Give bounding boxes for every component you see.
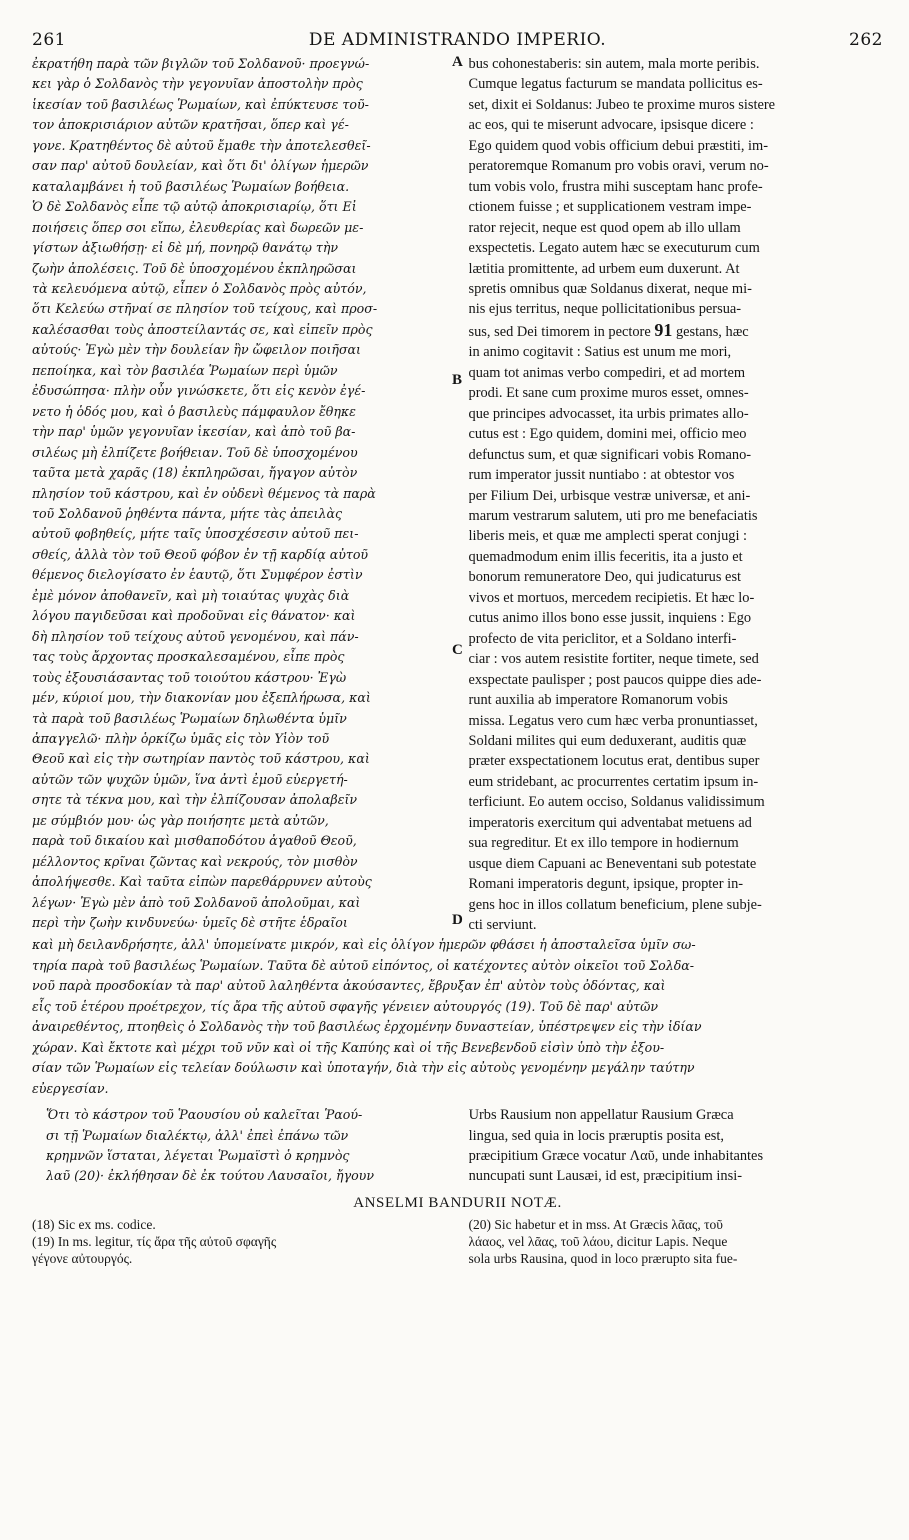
greek-text-line: σαν παρ' αὐτοῦ δουλείαν, καὶ ὅτι δι' ὀλίγων ἡμερῶν (32, 158, 369, 174)
latin-text-line: usque diem Capuani ac Beneventani sub potestate (468, 855, 757, 872)
greek-text-line: θέμενος διελογίσατο ἐν ἑαυτῷ, ὅτι Συμφέρον ἐστὶν (32, 567, 363, 583)
latin-text-line: spretis omnibus quæ Soldanus dixerat, neque mi- (468, 280, 752, 297)
latin-text-line: set, dixit ei Soldanus: Jubeo te proxime muros sistere (468, 96, 776, 113)
greek-text-line: δὴ πλησίον τοῦ τείχους αὐτοῦ γενομένου, καὶ πάν- (32, 628, 359, 644)
latin-text-line: runt auxilia ab imperatore Romanorum vobis (468, 692, 728, 709)
greek-text-line: πλησίον τοῦ κάστρου, καὶ ἐν οὐδενὶ θέμενος τὰ παρὰ (32, 485, 376, 501)
greek-text-line: αὐτούς· Ἐγὼ μὲν τὴν δουλείαν ἣν ὤφειλον ποιῆσαι (32, 342, 361, 358)
latin-text-line: prodi. Et sane cum proxime muros esset, omnes- (468, 385, 749, 402)
latin-text-line: cutus animo illos bono esse jussit, inquiens : Ego (468, 610, 752, 627)
greek-text-line: τοῦ Σολδανοῦ ῥηθέντα πάντα, μήτε τὰς ἀπειλὰς (32, 505, 342, 521)
latin-text-line: defunctus sum, et quæ significari vobis Romano- (468, 446, 752, 463)
latin-text-line: quemadmodum enim illis feceritis, ita a justo et (468, 548, 743, 565)
latin-text-line: exspectetis. Legato autem hæc se executurum cum (468, 240, 760, 257)
latin-text-line: gens hoc in illos collatum beneficium, plene subje- (468, 896, 762, 913)
notes-title: ANSELMI BANDURII NOTÆ. (353, 1194, 562, 1211)
greek-text-line: γονε. Κρατηθέντος δὲ αὐτοῦ ἔμαθε τὴν ἀποτελεσθεῖ- (32, 137, 371, 153)
greek-text-line: ζωὴν ἀπολέσεις. Τοῦ δὲ ὑποσχομένου ἐκπληρῶσαι (32, 260, 357, 276)
latin-text-line: marum vestrarum salutem, uti pro me benefaciatis (468, 507, 758, 524)
latin-text-line: nuncupati sunt Lausæi, id est, præcipitium insi- (468, 1168, 742, 1185)
greek-text-line: σιλέως μὴ ἐλπίζετε βοήθειαν. Τοῦ δὲ ὑποσχομένου (32, 444, 358, 460)
greek-text-line: κει γὰρ ὁ Σολδανὸς τὴν γεγονυῖαν ἀποστολὴν πρὸς (32, 76, 363, 92)
footnote-line: (20) Sic habetur et in mss. At Græcis λᾶας, τοῦ (468, 1216, 723, 1232)
latin-text-line: que principes advocasset, ita urbis primates allo- (468, 405, 749, 422)
greek-text-line: αὐτῶν τῶν ψυχῶν ὑμῶν, ἵνα ἀντὶ ἐμοῦ εὐεργετή- (32, 771, 348, 787)
latin-text-line: lætitia promittente, ad urbem eum duxerunt. At (468, 260, 740, 277)
latin-text-line: præcipitium Græce vocatur Λαῦ, unde inhabitantes (468, 1148, 764, 1165)
latin-text-line: Urbs Rausium non appellatur Rausium Græca (468, 1107, 734, 1124)
greek-full-line: εἷς τοῦ ἑτέρου προέτρεχον, τίς ἄρα τῆς αὐτοῦ σφαγῆς γένειεν αὐτουργός (19). Τοῦ δὲ παρ' αὐτῶν (32, 998, 659, 1014)
latin-text-line: Cumque legatus facturum se mandata pollicitus es- (468, 76, 763, 93)
greek-text-line: καλέσασθαι τοὺς ἀποστείλαντάς σε, καὶ εἰπεῖν πρὸς (32, 321, 373, 337)
greek-text-line: σι τῇ Ῥωμαίων διαλέκτῳ, ἀλλ' ἐπεὶ ἐπάνω τῶν (46, 1127, 349, 1143)
footnote-line: λάαος, vel λᾶας, τοῦ λάου, dicitur Lapis. Neque (468, 1233, 728, 1249)
two-column-text (32, 54, 883, 935)
greek-full-line: νοῦ παρὰ προσδοκίαν τὰ παρ' αὐτοῦ λαληθέντα ἀκούσαντες, ἔβρυξαν ἐπ' αὐτὸν τοὺς ὀδόντας, καὶ (32, 978, 666, 994)
latin-text-line: rator rejecit, neque est quod opem ab illo ullam (468, 219, 741, 236)
greek-text-line: ἀπολήψεσθε. Καὶ ταῦτα εἰπὼν παρεθάρρυνεν αὐτοὺς (32, 874, 372, 890)
latin-text-line: rum imperator jussit nuntiabo : at obtestor vos (468, 467, 735, 484)
greek-text-line: Ὅτι τὸ κάστρον τοῦ Ῥαουσίου οὐ καλεῖται Ῥαού- (46, 1107, 363, 1123)
page-marker-91: 91 (654, 319, 673, 340)
greek-text-line: ταῦτα μετὰ χαρᾶς (18) ἐκπληρῶσαι, ἤγαγον αὐτὸν (32, 465, 358, 481)
latin-text-line: ctionem fuisse ; et supplicationem vestram impe- (468, 199, 752, 216)
greek-text-line: Θεοῦ καὶ εἰς τὴν σωτηρίαν παντὸς τοῦ κάστρου, καὶ (32, 751, 370, 767)
latin-text-line: ac eos, qui te miserunt advocare, ipsisque dicere : (468, 117, 754, 134)
greek-text-line: γίστων ἀξιωθήσῃ· εἰ δὲ μή, πονηρῷ θανάτῳ τὴν (32, 240, 339, 256)
latin-text-line: bonorum remuneratore Deo, qui judicaturus est (468, 569, 742, 586)
latin-text-line: tum vobis volo, frustra mihi susceptam hanc profe- (468, 178, 763, 195)
greek-text-line: ἀπαγγελῶ· πλὴν ὁρκίζω ὑμᾶς εἰς τὸν Υἱὸν τοῦ (32, 730, 330, 746)
latin-text-line: per Filium Dei, urbisque vestræ universæ, et ani- (468, 487, 751, 504)
latin-column (469, 54, 884, 935)
running-head (32, 30, 883, 54)
greek-full-line: σίαν τῶν Ῥωμαίων εἰς τελείαν δούλωσιν καὶ ὑποταγήν, διὰ τὴν εἰς αὐτοὺς γενομένην μεγάλην ταύτην (32, 1060, 695, 1076)
latin-text-line: exspectate paulisper ; post paucos quippe dies ade- (468, 671, 762, 688)
latin-text-line: peratoremque Romanum pro vobis oravi, verum no- (468, 158, 769, 175)
latin-text-line: in animo cogitavit : Satius est unum me mori, (468, 344, 732, 361)
latin-text-line: liberis meis, et quæ me amplecti sperat conjugi : (468, 528, 748, 545)
greek-text-line: τὴν παρ' ὑμῶν γεγονυῖαν ἱκεσίαν, καὶ ἀπὸ τοῦ βα- (32, 424, 356, 440)
footnote-line: γέγονε αὐτουργός. (32, 1250, 133, 1266)
footnote-line: sola urbs Rausina, quod in loco prærupto sita fue- (468, 1250, 738, 1266)
latin-text-line: Soldani milites qui eum deduxerant, auditis quæ (468, 732, 747, 749)
greek-full-width-text (32, 935, 883, 1099)
footnote-line: (19) In ms. legitur, τίς ἄρα τῆς αὐτοῦ σφαγῆς (32, 1233, 277, 1249)
greek-full-line: καὶ μὴ δειλανδρήσητε, ἀλλ' ὑπομείνατε μικρόν, καὶ εἰς ὀλίγον ἡμερῶν φθάσει ἡ ἀποσταλεῖσα ὑμῖν σω- (32, 937, 696, 953)
margin-letter-b: B (452, 372, 463, 388)
footnotes-left (32, 1216, 447, 1267)
greek-text-line: ἐμὲ μόνον ἀποθανεῖν, καὶ μὴ τοιαύτας ψυχὰς διὰ (32, 587, 350, 603)
latin-text-line: bus cohonestaberis: sin autem, mala morte peribis. (468, 56, 760, 72)
latin-text-line: præter exspectationem locutus erat, dentibus super (468, 753, 760, 770)
greek-text-line: τοὺς ἐξουσιάσαντας τοῦ τοιούτου κάστρου· Ἐγὼ (32, 669, 347, 685)
greek-text-line: μέλλοντος κρῖναι ζῶντας καὶ νεκρούς, τὸν μισθὸν (32, 853, 358, 869)
greek-text-line: πεποίηκα, καὶ τὸν βασιλέα Ῥωμαίων περὶ ὑμῶν (32, 362, 338, 378)
greek-column-2 (32, 1105, 447, 1187)
greek-text-line: περὶ τὴν ζωὴν κινδυνεύω· ὑμεῖς δὲ στῆτε ἑδραῖοι (32, 915, 348, 931)
margin-letter-a: A (452, 54, 463, 70)
greek-text-line: ποιήσεις ὅπερ σοι εἴπω, ἐλευθερίας καὶ δωρεῶν με- (32, 219, 364, 235)
greek-text-line: τὰ παρὰ τοῦ βασιλέως Ῥωμαίων δηλωθέντα ὑμῖν (32, 710, 347, 726)
greek-text-line: καταλαμβάνει ἡ τοῦ βασιλέως Ῥωμαίων βοήθεια. (32, 178, 350, 194)
greek-full-line: τηρία παρὰ τοῦ βασιλέως Ῥωμαίων. Ταῦτα δὲ αὐτοῦ εἰπόντος, οἱ κατέχοντες αὐτὸν οἰκεῖοι τοῦ Σολδα- (32, 957, 695, 973)
second-two-column-text (32, 1105, 883, 1187)
greek-text-line: τας τοὺς ἄρχοντας προσκαλεσαμένου, εἶπε πρὸς (32, 649, 345, 665)
footnote-line: (18) Sic ex ms. codice. (32, 1216, 156, 1232)
footnotes (32, 1216, 883, 1267)
page-number-right: 262 (849, 30, 883, 50)
margin-letter-d: D (452, 912, 463, 928)
greek-text-line: ἱκεσίαν τοῦ βασιλέως Ῥωμαίων, καὶ ἐπύκτευσε τοῦ- (32, 96, 369, 112)
greek-text-line: ἐκρατήθη παρὰ τῶν βιγλῶν τοῦ Σολδανοῦ· προεγνώ- (32, 56, 370, 71)
latin-text-line: Ego quidem quod vobis officium debui præstiti, im- (468, 137, 769, 154)
latin-text-line: terficiunt. Eo autem occiso, Soldanus validissimum (468, 794, 765, 811)
greek-text-line: ἐδυσώπησα· πλὴν οὖν γινώσκετε, ὅτι εἰς κενὸν ἐγέ- (32, 383, 366, 399)
latin-text-line: ciar : vos autem resistite fortiter, neque timete, sed (468, 651, 759, 668)
latin-column-2 (469, 1105, 883, 1187)
greek-text-line: λαῦ (20)· ἐκλήθησαν δὲ ἐκ τούτου Λαυσαῖοι, ἤγουν (46, 1168, 374, 1184)
greek-text-line: σθείς, ἀλλὰ τὸν τοῦ Θεοῦ φόβον ἐν τῇ καρδίᾳ αὐτοῦ (32, 546, 369, 562)
greek-text-line: μέν, κύριοί μου, τὴν διακονίαν μου ἐξεπλήρωσα, καὶ (32, 690, 371, 706)
latin-text-line: vivos et mortuos, mercedem recipietis. Et hæc lo- (468, 589, 755, 606)
greek-text-line: νετο ἡ ὁδός μου, καὶ ὁ βασιλεὺς πάμφαυλον ἔθηκε (32, 403, 356, 419)
greek-full-line: χώραν. Καὶ ἔκτοτε καὶ μέχρι τοῦ νῦν καὶ οἱ τῆς Καπύης καὶ οἱ τῆς Βενεβενδοῦ εἰσὶν ὑπὸ τὴν ἐξου- (32, 1039, 665, 1055)
greek-text-line: ὅτι Κελεύω στῆναί σε πλησίον τοῦ τείχους, καὶ προσ- (32, 301, 378, 317)
latin-text-line: sus, sed Dei timorem in pectore 91 gestans, hæc (468, 319, 749, 340)
latin-text-line: eum stridebant, ac procurrentes certatim ipsum in- (468, 773, 759, 790)
footnotes-right (469, 1216, 884, 1267)
latin-text-line: sua regreditur. Et ex illo tempore in hodiernum (468, 835, 739, 852)
latin-text-line: imperatoris exercitum qui adventabat metuens ad (468, 814, 752, 831)
page-title: DE ADMINISTRANDO IMPERIO. (308, 30, 607, 50)
latin-text-line: profecto de vita periclitor, et a Soldano interfi- (468, 630, 737, 647)
page-number-left: 261 (32, 30, 66, 50)
greek-column (32, 54, 447, 935)
greek-text-line: κρημνῶν ἵσταται, λέγεται Ῥωμαϊστὶ ὁ κρημνὸς (46, 1148, 350, 1164)
greek-text-line: λέγων· Ἐγὼ μὲν ἀπὸ τοῦ Σολδανοῦ ἀπολοῦμαι, καὶ (32, 894, 361, 910)
margin-letter-c: C (452, 642, 463, 658)
latin-text-line: Romani imperatoris degunt, ipsique, propter in- (468, 876, 744, 893)
latin-text-line: cutus est : Ego quidem, domini mei, officio meo (468, 426, 747, 443)
greek-text-line: αὐτοῦ φοβηθείς, μήτε ταῖς ὑποσχέσεσιν αὐτοῦ πει- (32, 526, 359, 542)
latin-text-line: lingua, sed quia in locis præruptis posita est, (468, 1127, 724, 1144)
latin-text-line: quam tot animas verbo compediri, et ad mortem (468, 364, 746, 381)
greek-full-line: ἀναιρεθέντος, πτοηθεὶς ὁ Σολδανὸς τὴν τοῦ βασιλέως ἐρχομένην δυναστείαν, ὑπέστρεψεν εἰς τὴν ἰδίαν (32, 1019, 702, 1035)
greek-text-line: τὰ κελευόμενα αὐτῷ, εἶπεν ὁ Σολδανὸς πρὸς αὐτόν, (32, 280, 367, 296)
greek-text-line: Ὁ δὲ Σολδανὸς εἶπε τῷ αὐτῷ ἀποκρισιαρίῳ, ὅτι Εἰ (32, 199, 357, 215)
greek-text-line: λόγου παγιδεῦσαι καὶ προδοῦναι εἰς θάνατον· καὶ (32, 608, 356, 624)
latin-text-line: cti serviunt. (468, 917, 537, 934)
greek-text-line: με σύμβιόν μου· ὡς γὰρ ποιήσητε μετὰ αὐτῶν, (32, 812, 329, 828)
latin-text-line: nis ejus territus, neque pollicitationibus persua- (468, 301, 742, 318)
greek-text-line: σητε τὰ τέκνα μου, καὶ τὴν ἐλπίζουσαν ἀπολαβεῖν (32, 792, 358, 808)
greek-full-line: εὐεργεσίαν. (32, 1080, 109, 1096)
greek-text-line: παρὰ τοῦ δικαίου καὶ μισθαποδότου ἀγαθοῦ Θεοῦ, (32, 833, 357, 849)
greek-text-line: τον ἀποκρισιάριον αὐτῶν κρατῆσαι, ὅπερ καὶ γέ- (32, 117, 349, 133)
latin-text-line: missa. Legatus vero cum hæc verba pronuntiasset, (468, 712, 758, 729)
